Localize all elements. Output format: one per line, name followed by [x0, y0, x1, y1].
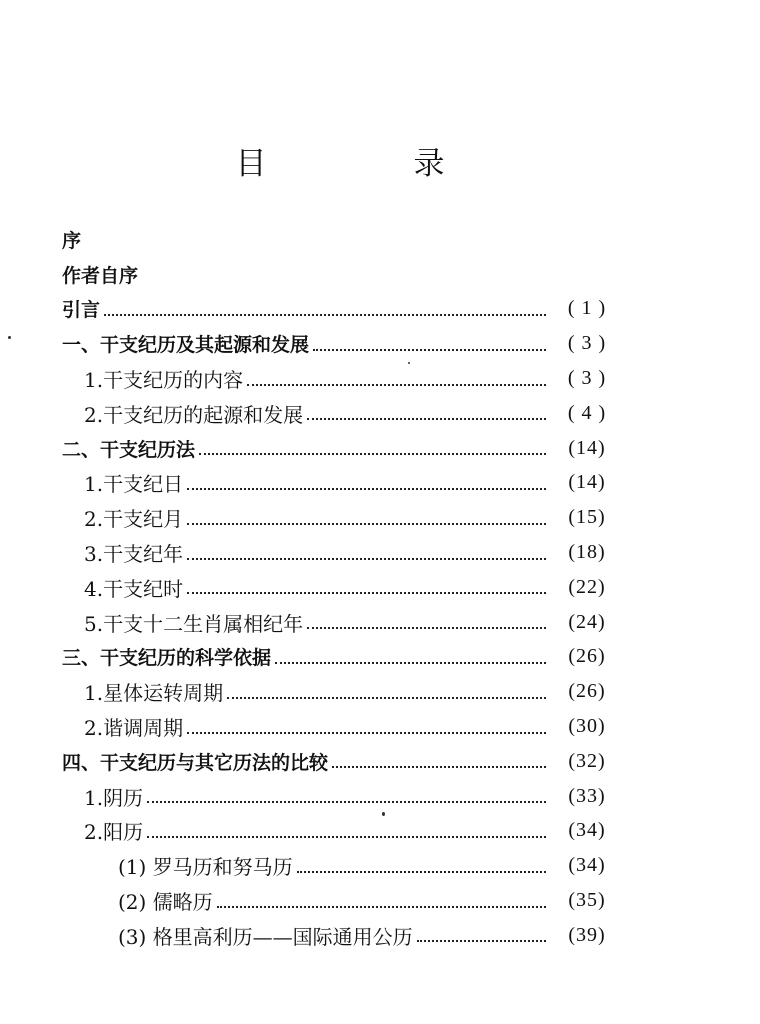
toc-entry-page: (34): [568, 819, 606, 842]
toc-entry-label: 作者自序: [62, 264, 139, 287]
toc-entry-page: (24): [568, 610, 606, 633]
toc-entry-page: (15): [568, 506, 606, 529]
toc-entry: [62, 779, 622, 814]
toc-entry-page: (18): [568, 541, 606, 564]
toc-entry-label: 二、干支纪历法: [62, 438, 196, 461]
dot-leader: [187, 468, 546, 490]
toc-entry-label: 引言: [62, 299, 101, 322]
toc-entry-label: (2) 儒略历: [118, 890, 213, 915]
toc-entry-label: 三、干支纪历的科学依据: [62, 647, 272, 670]
toc-entry-page: ( 3 ): [567, 367, 607, 390]
toc-entry-label: 1.阴历: [84, 785, 144, 810]
dot-leader: [187, 503, 546, 525]
toc-entry: [62, 605, 622, 640]
toc-entry-label: 3.干支纪年: [84, 542, 184, 567]
toc-entry-label: 2.阳历: [84, 820, 144, 845]
dot-leader: [313, 329, 546, 351]
dot-leader: [297, 851, 546, 873]
toc-entry-page: (14): [568, 471, 606, 494]
toc-entry: [62, 292, 622, 327]
toc-entry-label: 2.谐调周期: [84, 716, 184, 741]
toc-entry-page: (35): [568, 889, 606, 912]
toc-entry-page: (14): [568, 436, 606, 459]
toc-entry-label: 4.干支纪时: [84, 576, 184, 601]
dot-leader: [307, 398, 546, 420]
toc-entry: [62, 744, 622, 779]
toc-entry-label: 5.干支十二生肖属相纪年: [84, 611, 304, 636]
toc-entry: [62, 814, 622, 849]
scan-speck: [408, 362, 410, 364]
toc-entry: [62, 640, 622, 675]
toc-entry: [62, 674, 622, 709]
dot-leader: [147, 781, 546, 803]
dot-leader: [217, 886, 546, 908]
toc-entry: [62, 396, 622, 431]
toc-entry-label: 1.干支纪日: [84, 472, 184, 497]
toc-entry: [62, 326, 622, 361]
toc-entry-label: 序: [62, 229, 82, 252]
toc-entry: [62, 848, 622, 883]
table-of-contents: [62, 222, 622, 953]
dot-leader: [227, 677, 546, 699]
toc-entry: [62, 918, 622, 953]
toc-entry-label: 1.星体运转周期: [84, 681, 224, 706]
scan-speck: [8, 336, 11, 339]
toc-entry-page: (39): [568, 923, 606, 946]
dot-leader: [332, 746, 546, 768]
dot-leader: [187, 538, 546, 560]
toc-entry: [62, 466, 622, 501]
toc-entry-label: 2.干支纪历的起源和发展: [84, 402, 304, 427]
toc-entry-page: (26): [568, 645, 606, 668]
dot-leader: [417, 920, 546, 942]
dot-leader: [199, 433, 546, 455]
dot-leader: [104, 294, 546, 316]
toc-entry-page: ( 1 ): [567, 297, 607, 320]
toc-entry-label: 1.干支纪历的内容: [84, 368, 244, 393]
dot-leader: [187, 572, 546, 594]
toc-entry: [62, 883, 622, 918]
toc-entry-label: (1) 罗马历和努马历: [118, 855, 293, 880]
dot-leader: [147, 816, 546, 838]
scan-speck: [382, 812, 385, 816]
toc-entry-page: (26): [568, 680, 606, 703]
toc-entry: [62, 222, 622, 257]
dot-leader: [247, 364, 546, 386]
toc-entry-page: (30): [568, 715, 606, 738]
toc-entry: [62, 500, 622, 535]
toc-entry-label: 2.干支纪月: [84, 507, 184, 532]
dot-leader: [307, 607, 546, 629]
toc-entry-label: (3) 格里高利历——国际通用公历: [118, 924, 413, 949]
toc-entry-page: (33): [568, 784, 606, 807]
toc-entry: [62, 535, 622, 570]
toc-entry: [62, 709, 622, 744]
toc-entry-page: (32): [568, 749, 606, 772]
page-title: 目 录: [235, 146, 503, 182]
toc-entry-page: (22): [568, 575, 606, 598]
dot-leader: [187, 712, 546, 734]
toc-entry-page: ( 4 ): [567, 401, 607, 424]
toc-entry-label: 四、干支纪历与其它历法的比较: [62, 751, 329, 774]
toc-entry-page: ( 3 ): [567, 332, 607, 355]
dot-leader: [275, 642, 546, 664]
toc-entry: [62, 570, 622, 605]
toc-entry-page: (34): [568, 854, 606, 877]
toc-entry-label: 一、干支纪历及其起源和发展: [62, 334, 310, 357]
toc-entry: [62, 431, 622, 466]
toc-entry: [62, 257, 622, 292]
toc-entry: [62, 361, 622, 396]
